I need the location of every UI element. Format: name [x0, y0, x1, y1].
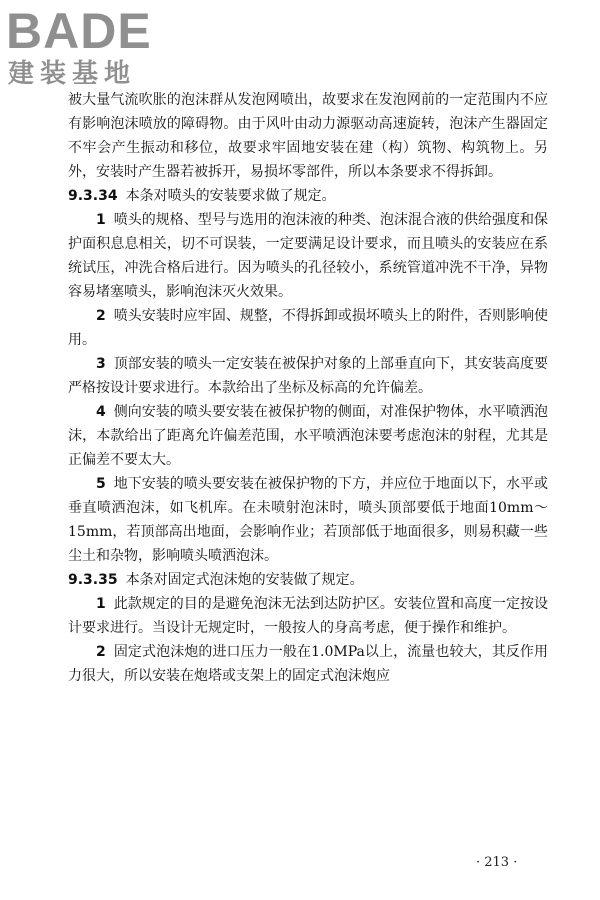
item-number: 4: [96, 404, 106, 420]
item-number: 2: [96, 644, 106, 660]
item-paragraph: [68, 304, 548, 352]
section-paragraph: [68, 568, 548, 592]
item-paragraph: [68, 592, 548, 640]
item-number: 2: [96, 308, 106, 324]
section-number: 9.3.35: [68, 572, 118, 588]
item-number: 3: [96, 356, 106, 372]
section-number: 9.3.34: [68, 188, 118, 204]
paragraph-text: 喷头的规格、型号与选用的泡沫液的种类、泡沫混合液的供给强度和保护面积息息相关，切不可误装，一定要满足设计要求，而且喷头的安装应在系统试压，冲洗合格后进行。因为喷头的孔径较小，系统管道冲洗不干净，异物容易堵塞喷头，影响泡沫灭火效果。: [68, 212, 548, 300]
page-content: [68, 88, 548, 688]
paragraph-text: 被大量气流吹胀的泡沫群从发泡网喷出，故要求在发泡网前的一定范围内不应有影响泡沫喷放的障碍物。由于风叶由动力源驱动高速旋转，泡沫产生器固定不牢会产生振动和移位，故要求牢固地安装在建（构）筑物、构筑物上。另外，安装时产生器若被拆开，易损坏零部件，所以本条要求不得拆卸。: [68, 92, 548, 180]
paragraph-text: 本条对固定式泡沫炮的安装做了规定。: [125, 572, 364, 588]
section-paragraph: [68, 184, 548, 208]
item-number: 1: [96, 212, 106, 228]
item-number: 1: [96, 596, 106, 612]
item-paragraph: [68, 208, 548, 304]
item-paragraph: [68, 472, 548, 568]
logo: [6, 6, 178, 88]
logo-subtitle: 建装基地: [8, 59, 137, 89]
paragraph-text: 喷头安装时应牢固、规整，不得拆卸或损坏喷头上的附件，否则影响使用。: [68, 308, 548, 348]
paragraph-text: 固定式泡沫炮的进口压力一般在1.0MPa以上，流量也较大，其反作用力很大，所以安装在炮塔或支架上的固定式泡沫炮应: [68, 644, 548, 684]
logo-main: [6, 6, 178, 56]
paragraph-text: 侧向安装的喷头要安装在被保护物的侧面，对准保护物体，水平喷洒泡沫，本款给出了距离允许偏差范围，水平喷洒泡沫要考虑泡沫的射程，尤其是正偏差不要太大。: [68, 404, 548, 468]
item-paragraph: [68, 352, 548, 400]
logo-text: BADE: [6, 6, 152, 56]
paragraph-text: 此款规定的目的是避免泡沫无法到达防护区。安装位置和高度一定按设计要求进行。当设计无规定时，一般按人的身高考虑，便于操作和维护。: [68, 596, 548, 636]
item-paragraph: [68, 640, 548, 688]
paragraph-text: 本条对喷头的安装要求做了规定。: [125, 188, 336, 204]
body-paragraph: [68, 88, 548, 184]
paragraph-text: 地下安装的喷头要安装在被保护物的下方，并应位于地面以下，水平或垂直喷洒泡沫，如飞机库。在未喷射泡沫时，喷头顶部要低于地面10mm～15mm，若顶部高出地面，会影响作业；若顶部低于地面很多，则易积藏一些尘土和杂物，影响喷头喷洒泡沫。: [68, 476, 548, 564]
paragraph-text: 顶部安装的喷头一定安装在被保护对象的上部垂直向下，其安装高度要严格按设计要求进行。本款给出了坐标及标高的允许偏差。: [68, 356, 548, 396]
item-paragraph: [68, 400, 548, 472]
item-number: 5: [96, 476, 106, 492]
page-number: · 213 ·: [476, 855, 518, 870]
